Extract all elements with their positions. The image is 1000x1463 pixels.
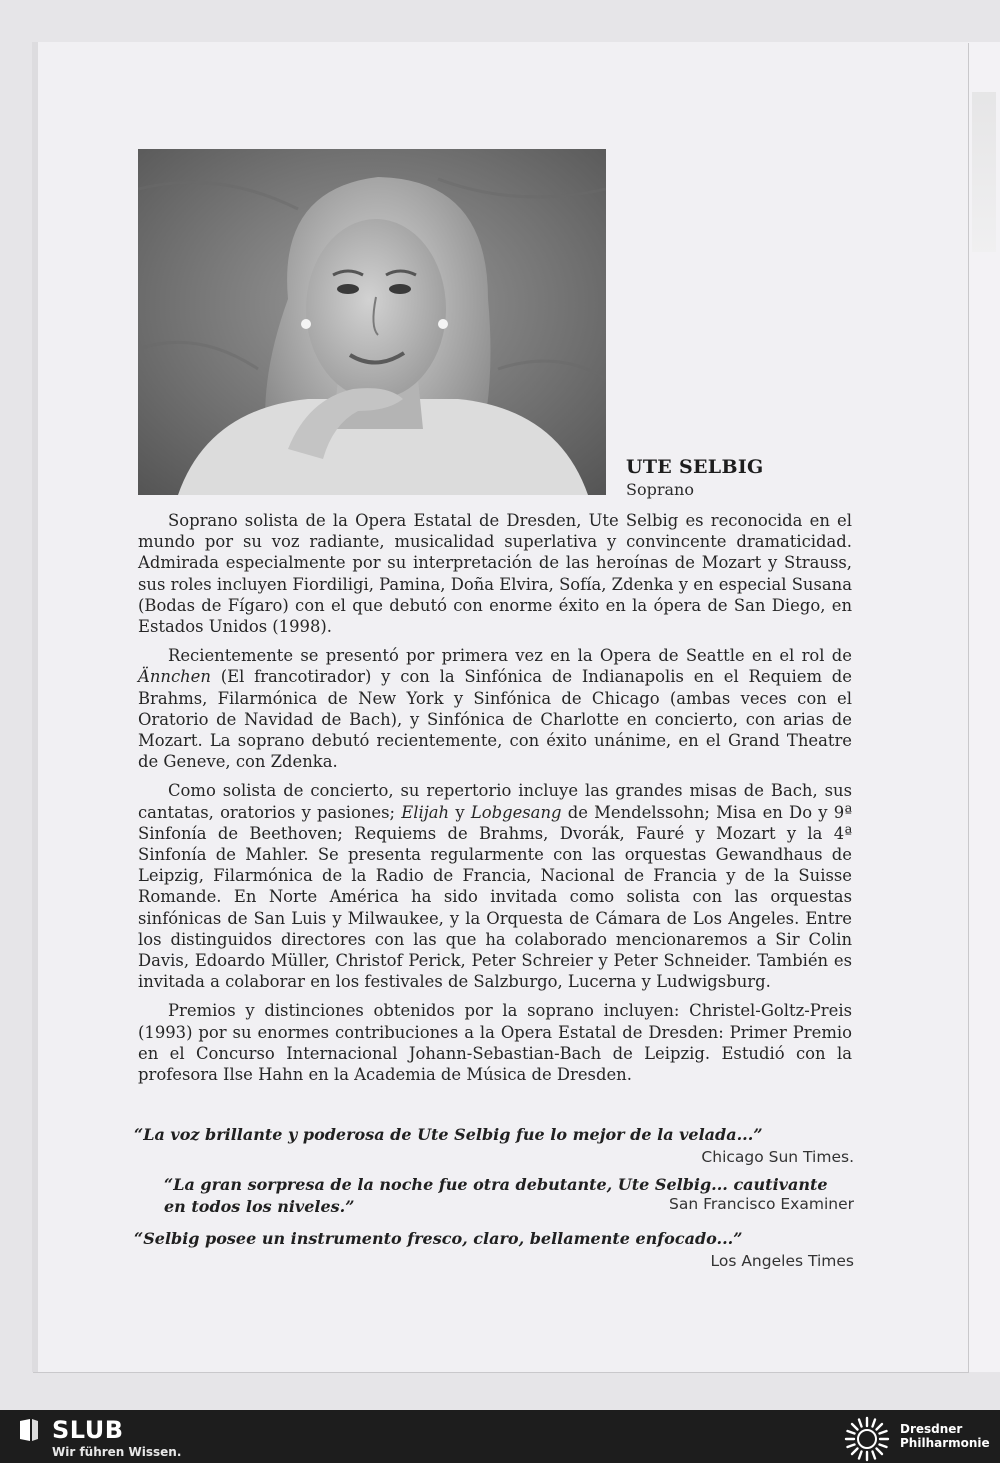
press-quote-source: Los Angeles Times bbox=[710, 1252, 854, 1270]
bio-p3-work-elijah: Elijah bbox=[401, 802, 450, 822]
artist-portrait-photo bbox=[138, 149, 606, 495]
partner-name-line-2: Philharmonie bbox=[900, 1436, 990, 1450]
press-quote-source: San Francisco Examiner bbox=[668, 1195, 854, 1213]
artist-name: UTE SELBIG bbox=[626, 456, 764, 478]
bio-p3-text-a: Como solista de concierto, su repertorio incluye las grandes misas de Bach, sus cantatas, oratorios y pasiones; bbox=[138, 781, 852, 822]
bio-paragraph-3 bbox=[138, 780, 852, 992]
sunburst-logo-icon bbox=[844, 1416, 890, 1462]
press-quote-text: “La gran sorpresa de la noche fue otra debutante, Ute Selbig... cautivante en todos los niveles.” bbox=[164, 1175, 828, 1216]
press-quote: “La voz brillante y poderosa de Ute Selbig fue lo mejor de la velada...” bbox=[134, 1125, 763, 1144]
press-quotes bbox=[134, 1124, 854, 1278]
bio-p3-work-lobgesang: Lobgesang bbox=[470, 802, 562, 822]
bio-p3-text-b: y bbox=[449, 802, 471, 822]
partner-name[interactable] bbox=[900, 1422, 990, 1450]
bio-paragraph-4: Premios y distinciones obtenidos por la soprano incluyen: Christel-Goltz-Preis (1993) por su enormes contribuciones a la Opera Estatal de Dresden: Primer Premio en el Concurso Internacional Johann-Sebastian-Bach de Leipzig. Estudió con la profesora Ilse Hahn en la Academia de Música de Dresden. bbox=[138, 1001, 852, 1085]
partner-name-line-1: Dresdner bbox=[900, 1422, 963, 1436]
portrait-illustration bbox=[138, 149, 606, 495]
bio-p2-text-a: Recientemente se presentó por primera vez en la Opera de Seattle en el rol de bbox=[168, 646, 852, 666]
book-icon bbox=[18, 1418, 40, 1442]
bio-p2-role-title: Ännchen bbox=[138, 667, 211, 687]
bio-p3-text-c: de Mendelssohn; Misa en Do y 9ª Sinfonía de Beethoven; Requiems de Brahms, Dvorák, Fauré y Mozart y la 4ª Sinfonía de Mahler. Se presenta regularmente con las orquestas Gewandhaus de Leipzig, Filarmónica de la Radio de Francia, Nacional de Francia y de la Suisse Romande. En Norte América ha sido invitada como solista con las orquestas sinfónicas de San Luis y Milwaukee, y la Orquesta de Cámara de Los Angeles. Entre los distinguidos directores con las que ha colaborado mencionaremos a Sir Colin Davis, Edoardo Müller, Christof Perick, Peter Schreier y Peter Schneider. También es invitada a colaborar en los festivales de Salzburgo, Lucerna y Ludwigsburg. bbox=[138, 802, 852, 992]
biography-text bbox=[138, 510, 852, 1093]
slub-tagline: Wir führen Wissen. bbox=[52, 1445, 182, 1459]
digitization-footer bbox=[0, 1410, 1000, 1463]
bio-p2-text-b: (El francotirador) y con la Sinfónica de Indianapolis en el Requiem de Brahms, Filarmónica de New York y Sinfónica de Chicago (ambas veces con el Oratorio de Navidad de Bach), y Sinfónica de Charlotte en concierto, con arias de Mozart. La soprano debutó recientemente, con éxito unánime, en el Grand Theatre de Geneve, con Zdenka. bbox=[138, 667, 852, 772]
bio-paragraph-2 bbox=[138, 645, 852, 772]
press-quote-row bbox=[134, 1174, 854, 1218]
next-page-edge bbox=[966, 42, 1000, 1372]
press-quote: “Selbig posee un instrumento fresco, claro, bellamente enfocado...” bbox=[134, 1229, 743, 1248]
bio-paragraph-1: Soprano solista de la Opera Estatal de Dresden, Ute Selbig es reconocida en el mundo por su voz radiante, musicalidad superlativa y convincente dramaticidad. Admirada especialmente por su interpretación de las heroínas de Mozart y Strauss, sus roles incluyen Fiordiligi, Pamina, Doña Elvira, Sofía, Zdenka y en especial Susana (Bodas de Fígaro) con el que debutó con enorme éxito en la ópera de San Diego, en Estados Unidos (1998). bbox=[138, 511, 852, 637]
press-quote-source: Chicago Sun Times. bbox=[701, 1148, 854, 1166]
artist-role: Soprano bbox=[626, 480, 694, 499]
slub-title[interactable]: SLUB bbox=[52, 1416, 124, 1444]
